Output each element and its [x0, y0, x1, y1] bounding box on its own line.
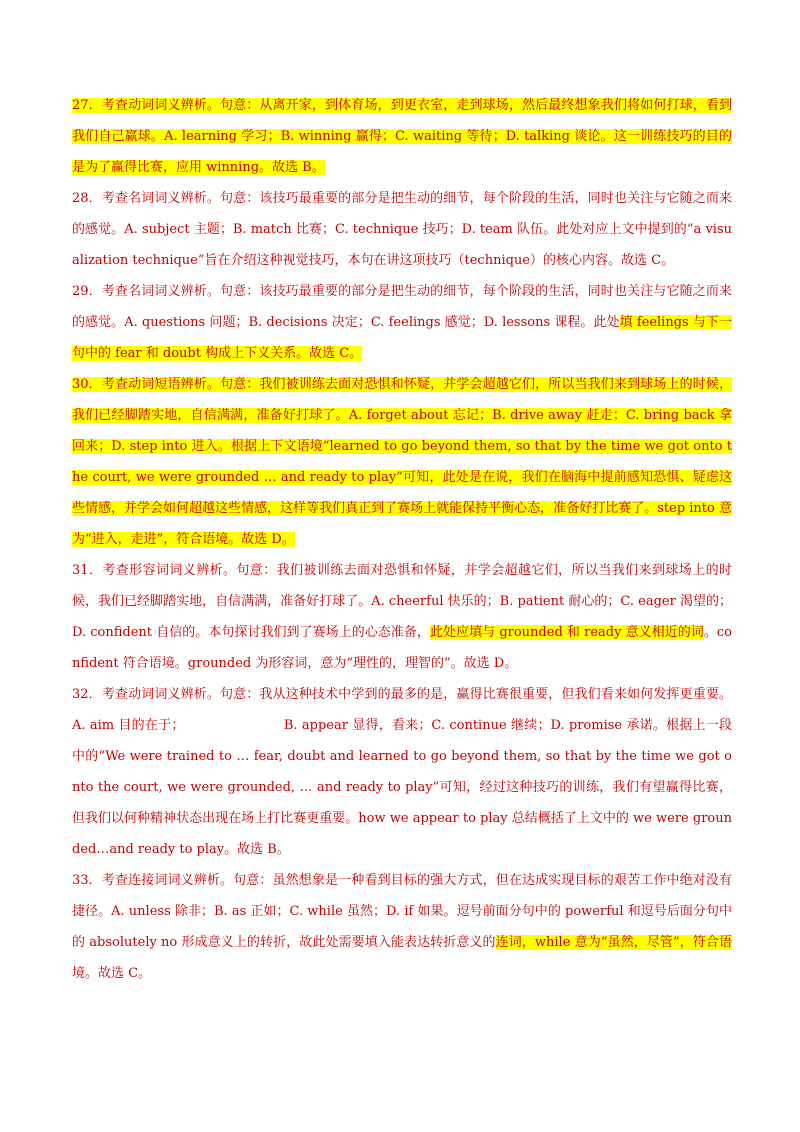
explanation-q32 — [72, 679, 732, 865]
explanation-q33 — [72, 865, 732, 989]
highlighted-text: 27．考查动词词义辨析。句意：从离开家，到体育场，到更衣室，走到球场，然后最终想象我们将如何打球，看到我们自己赢球。A. learning 学习；B. winning 赢得；C. waiting 等待；D. talking 谈论。这一训练技巧的目的是为了赢得比赛，应用 winning。故选 B。 — [72, 98, 732, 175]
explanation-q27 — [72, 90, 732, 183]
highlighted-text: 连词，while 意为“虽然，尽管”，符合语 — [495, 935, 732, 950]
text-segment: 。confident 符合语境。grounded 为形容词，意为“理性的，理智的”。故选 D。 — [72, 625, 733, 671]
highlighted-text: 填 feelings 与下一句中的 fear 和 doubt 构成上下义关系。故选 C。 — [72, 315, 732, 361]
explanation-q28 — [72, 183, 732, 276]
explanation-q29 — [72, 276, 732, 369]
text-segment: 28．考查名词词义辨析。句意：该技巧最重要的部分是把生动的细节，每个阶段的生活，同时也关注与它随之而来的感觉。A. subject 主题；B. match 比赛；C. technique 技巧；D. team 队伍。此处对应上文中提到的“a visualization technique”旨在介绍这种视觉技巧，本句在讲这项技巧（technique）的核心内容。故选 C。 — [72, 191, 732, 268]
explanation-q31 — [72, 555, 732, 679]
text-segment: 31．考查形容词词义辨析。句意：我们被训练去面对恐惧和怀疑，并学会超越它们，所以当我们来到球场上的时候，我们已经脚踏实地，自信满满，准备好打球了。A. cheerful 快乐的；B. patient 耐心的；C. eager 渴望的；D. confident 自信的。本句探讨我们到了赛场上的心态准备， — [72, 563, 732, 640]
highlighted-text: 30．考查动词短语辨析。句意：我们被训练去面对恐惧和怀疑，并学会超越它们，所以当我们来到球场上的时候，我们已经脚踏实地，自信满满，准备好打球了。A. forget about 忘记；B. drive away 赶走；C. bring back 拿回来；D. step into 进入。根据上下文语境“learned to go beyond them, so that by the time we got onto the court, we were grounded … and ready to play”可知，此处是在说，我们在脑海中提前感知恐惧、疑虑这些情感，并学会如何超越这些情感，这样等我们真正到了赛场上就能保持平衡心态，准备好打比赛了。step into 意为“进入，走进”，符合语境。故选 D。 — [72, 377, 732, 547]
text-segment: 32．考查动词词义辨析。句意：我从这种技术中学到的最多的是，赢得比赛很重要，但我们看来如何发挥更重要。A. aim 目的在于； B. appear 显得，看来；C. continue 继续；D. promise 承诺。根据上一段中的“We were trained to … fear, doubt and learned to go beyond them, so that by the time we got onto the court, we were grounded, … and ready to play”可知，经过这种技巧的训练，我们有望赢得比赛，但我们以何种精神状态出现在场上打比赛更重要。how we appear to play 总结概括了上文中的 we were grounded…and ready to play。故选 B。 — [72, 687, 732, 857]
text-segment: 29．考查名词词义辨析。句意：该技巧最重要的部分是把生动的细节，每个阶段的生活，同时也关注与它随之而来的感觉。A. questions 问题；B. decisions 决定；C. feelings 感觉；D. lessons 课程。此处 — [72, 284, 732, 330]
text-segment: 33．考查连接词词义辨析。句意：虽然想象是一种看到目标的强大方式，但在达成实现目标的艰苦工作中绝对没有捷径。A. unless 除非；B. as 正如；C. while 虽然；D. if 如果。逗号前面分句中的 powerful 和逗号后面分句中的 absolutely no 形成意义上的转折，故此处需要填入能表达转折意义的 — [72, 873, 732, 950]
explanation-q30 — [72, 369, 732, 555]
text-segment: 境。故选 C。 — [72, 966, 152, 981]
highlighted-text: 此处应填与 grounded 和 ready 意义相近的词 — [429, 625, 704, 640]
answer-explanations — [72, 90, 732, 989]
